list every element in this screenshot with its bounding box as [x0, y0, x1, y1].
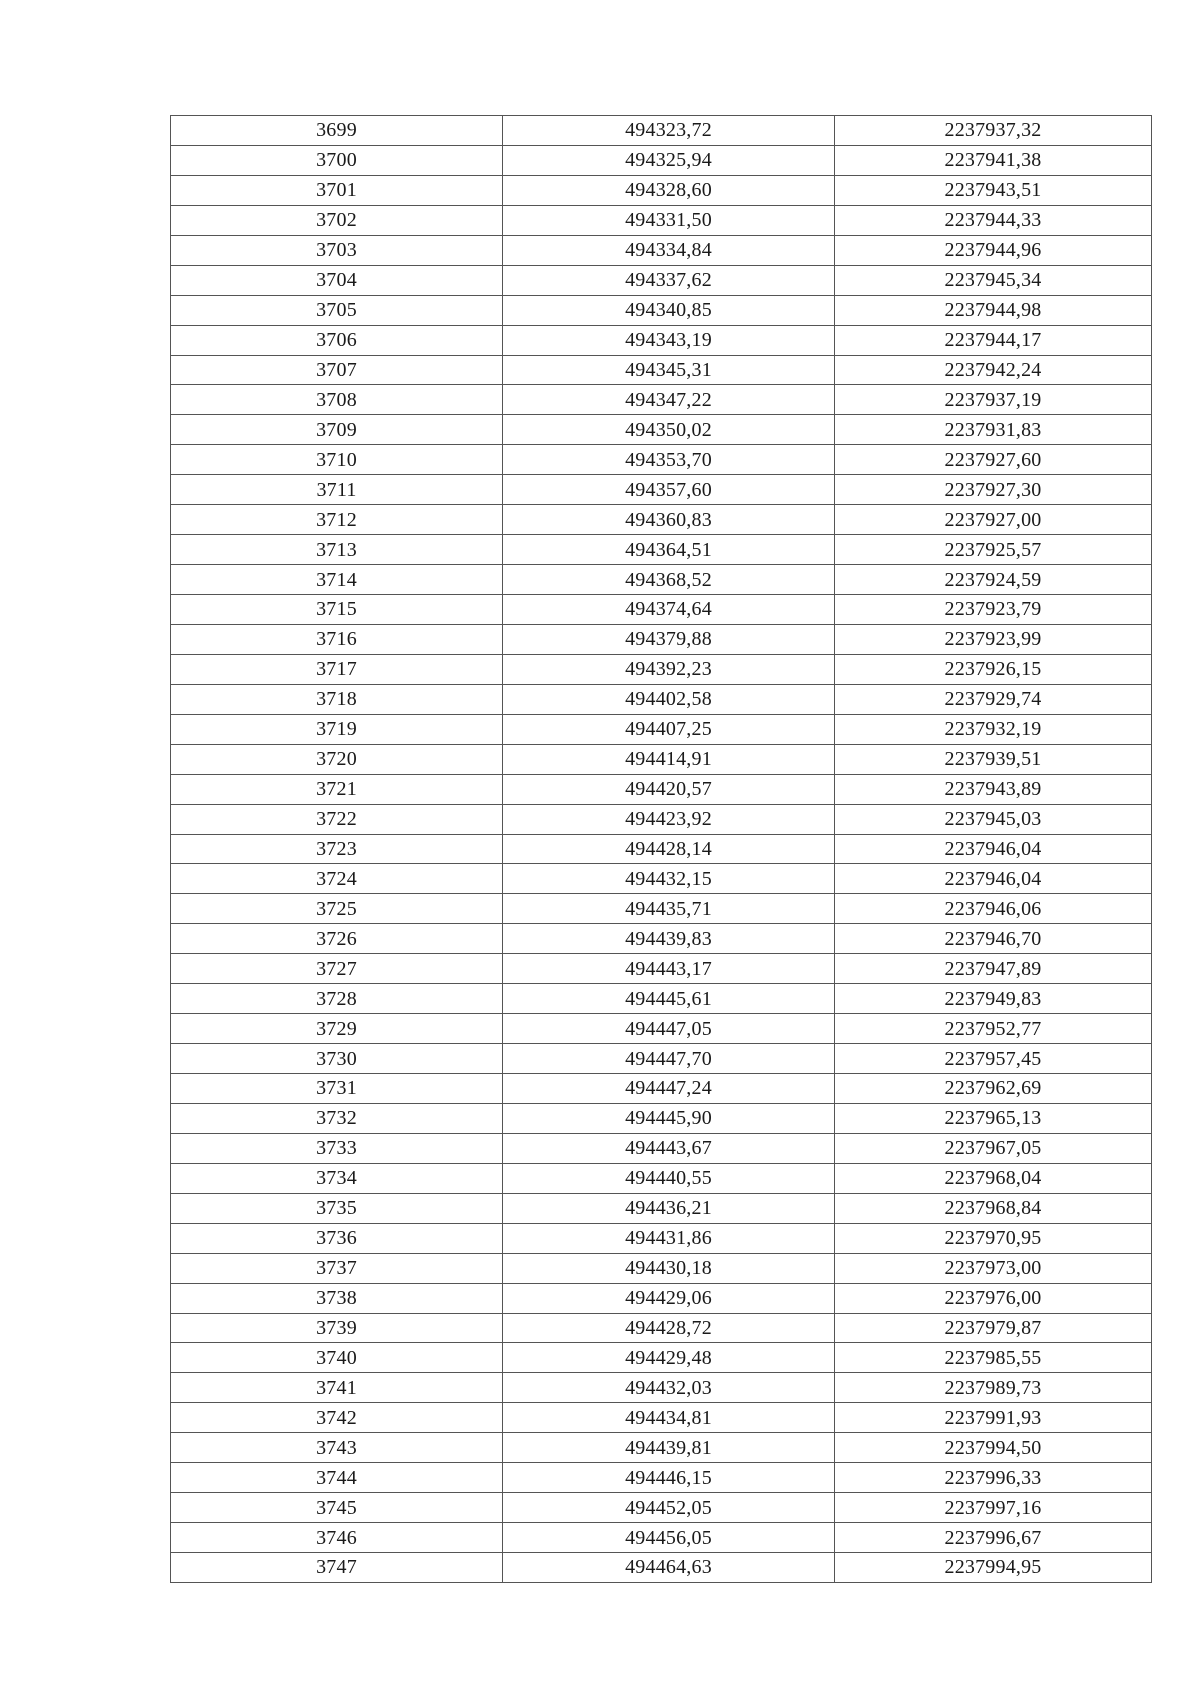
y-coordinate-cell: 2237957,45: [835, 1044, 1152, 1074]
table-row: [171, 1373, 1152, 1403]
x-coordinate-cell: 494431,86: [503, 1223, 835, 1253]
y-coordinate-cell: 2237989,73: [835, 1373, 1152, 1403]
y-coordinate-cell: 2237985,55: [835, 1343, 1152, 1373]
point-number-cell: 3711: [171, 475, 503, 505]
y-coordinate-cell: 2237962,69: [835, 1074, 1152, 1104]
point-number-cell: 3734: [171, 1163, 503, 1193]
table-row: [171, 475, 1152, 505]
x-coordinate-cell: 494445,90: [503, 1103, 835, 1133]
y-coordinate-cell: 2237937,32: [835, 116, 1152, 146]
x-coordinate-cell: 494443,17: [503, 954, 835, 984]
table-row: [171, 595, 1152, 625]
point-number-cell: 3719: [171, 714, 503, 744]
point-number-cell: 3721: [171, 774, 503, 804]
table-row: [171, 1223, 1152, 1253]
y-coordinate-cell: 2237937,19: [835, 385, 1152, 415]
point-number-cell: 3714: [171, 565, 503, 595]
point-number-cell: 3708: [171, 385, 503, 415]
point-number-cell: 3730: [171, 1044, 503, 1074]
point-number-cell: 3740: [171, 1343, 503, 1373]
point-number-cell: 3741: [171, 1373, 503, 1403]
point-number-cell: 3732: [171, 1103, 503, 1133]
y-coordinate-cell: 2237996,67: [835, 1523, 1152, 1553]
x-coordinate-cell: 494407,25: [503, 714, 835, 744]
y-coordinate-cell: 2237968,84: [835, 1193, 1152, 1223]
x-coordinate-cell: 494368,52: [503, 565, 835, 595]
point-number-cell: 3716: [171, 624, 503, 654]
point-number-cell: 3709: [171, 415, 503, 445]
point-number-cell: 3710: [171, 445, 503, 475]
table-row: [171, 1553, 1152, 1583]
table-row: [171, 1193, 1152, 1223]
x-coordinate-cell: 494428,14: [503, 834, 835, 864]
table-row: [171, 1313, 1152, 1343]
y-coordinate-cell: 2237945,34: [835, 265, 1152, 295]
point-number-cell: 3701: [171, 175, 503, 205]
y-coordinate-cell: 2237944,33: [835, 205, 1152, 235]
table-row: [171, 1283, 1152, 1313]
y-coordinate-cell: 2237946,70: [835, 924, 1152, 954]
point-number-cell: 3715: [171, 595, 503, 625]
y-coordinate-cell: 2237942,24: [835, 355, 1152, 385]
x-coordinate-cell: 494323,72: [503, 116, 835, 146]
y-coordinate-cell: 2237996,33: [835, 1463, 1152, 1493]
table-row: [171, 145, 1152, 175]
x-coordinate-cell: 494446,15: [503, 1463, 835, 1493]
table-row: [171, 415, 1152, 445]
point-number-cell: 3718: [171, 684, 503, 714]
point-number-cell: 3737: [171, 1253, 503, 1283]
point-number-cell: 3723: [171, 834, 503, 864]
y-coordinate-cell: 2237926,15: [835, 654, 1152, 684]
y-coordinate-cell: 2237932,19: [835, 714, 1152, 744]
x-coordinate-cell: 494439,81: [503, 1433, 835, 1463]
y-coordinate-cell: 2237925,57: [835, 535, 1152, 565]
point-number-cell: 3731: [171, 1074, 503, 1104]
x-coordinate-cell: 494360,83: [503, 505, 835, 535]
point-number-cell: 3736: [171, 1223, 503, 1253]
x-coordinate-cell: 494443,67: [503, 1133, 835, 1163]
x-coordinate-cell: 494429,48: [503, 1343, 835, 1373]
x-coordinate-cell: 494447,05: [503, 1014, 835, 1044]
y-coordinate-cell: 2237973,00: [835, 1253, 1152, 1283]
table-row: [171, 116, 1152, 146]
coordinates-table: [170, 115, 1152, 1583]
point-number-cell: 3733: [171, 1133, 503, 1163]
point-number-cell: 3705: [171, 295, 503, 325]
y-coordinate-cell: 2237931,83: [835, 415, 1152, 445]
table-row: [171, 1343, 1152, 1373]
x-coordinate-cell: 494452,05: [503, 1493, 835, 1523]
x-coordinate-cell: 494432,03: [503, 1373, 835, 1403]
point-number-cell: 3746: [171, 1523, 503, 1553]
y-coordinate-cell: 2237944,17: [835, 325, 1152, 355]
x-coordinate-cell: 494434,81: [503, 1403, 835, 1433]
table-row: [171, 1014, 1152, 1044]
point-number-cell: 3743: [171, 1433, 503, 1463]
table-row: [171, 385, 1152, 415]
table-row: [171, 235, 1152, 265]
table-row: [171, 1463, 1152, 1493]
x-coordinate-cell: 494331,50: [503, 205, 835, 235]
point-number-cell: 3742: [171, 1403, 503, 1433]
table-row: [171, 1253, 1152, 1283]
table-row: [171, 565, 1152, 595]
point-number-cell: 3729: [171, 1014, 503, 1044]
x-coordinate-cell: 494440,55: [503, 1163, 835, 1193]
table-row: [171, 834, 1152, 864]
table-row: [171, 1433, 1152, 1463]
x-coordinate-cell: 494445,61: [503, 984, 835, 1014]
table-row: [171, 1044, 1152, 1074]
x-coordinate-cell: 494347,22: [503, 385, 835, 415]
point-number-cell: 3704: [171, 265, 503, 295]
point-number-cell: 3706: [171, 325, 503, 355]
y-coordinate-cell: 2237946,06: [835, 894, 1152, 924]
y-coordinate-cell: 2237965,13: [835, 1103, 1152, 1133]
table-row: [171, 1523, 1152, 1553]
y-coordinate-cell: 2237927,00: [835, 505, 1152, 535]
y-coordinate-cell: 2237944,96: [835, 235, 1152, 265]
x-coordinate-cell: 494435,71: [503, 894, 835, 924]
x-coordinate-cell: 494337,62: [503, 265, 835, 295]
table-row: [171, 774, 1152, 804]
table-row: [171, 864, 1152, 894]
point-number-cell: 3722: [171, 804, 503, 834]
point-number-cell: 3703: [171, 235, 503, 265]
x-coordinate-cell: 494420,57: [503, 774, 835, 804]
x-coordinate-cell: 494350,02: [503, 415, 835, 445]
y-coordinate-cell: 2237952,77: [835, 1014, 1152, 1044]
table-row: [171, 295, 1152, 325]
point-number-cell: 3727: [171, 954, 503, 984]
y-coordinate-cell: 2237997,16: [835, 1493, 1152, 1523]
y-coordinate-cell: 2237939,51: [835, 744, 1152, 774]
y-coordinate-cell: 2237923,79: [835, 595, 1152, 625]
y-coordinate-cell: 2237991,93: [835, 1403, 1152, 1433]
x-coordinate-cell: 494364,51: [503, 535, 835, 565]
x-coordinate-cell: 494334,84: [503, 235, 835, 265]
table-row: [171, 175, 1152, 205]
x-coordinate-cell: 494464,63: [503, 1553, 835, 1583]
table-row: [171, 205, 1152, 235]
table-row: [171, 265, 1152, 295]
x-coordinate-cell: 494423,92: [503, 804, 835, 834]
y-coordinate-cell: 2237923,99: [835, 624, 1152, 654]
point-number-cell: 3726: [171, 924, 503, 954]
table-row: [171, 355, 1152, 385]
point-number-cell: 3738: [171, 1283, 503, 1313]
y-coordinate-cell: 2237979,87: [835, 1313, 1152, 1343]
point-number-cell: 3735: [171, 1193, 503, 1223]
x-coordinate-cell: 494345,31: [503, 355, 835, 385]
point-number-cell: 3747: [171, 1553, 503, 1583]
table-row: [171, 714, 1152, 744]
point-number-cell: 3724: [171, 864, 503, 894]
x-coordinate-cell: 494353,70: [503, 445, 835, 475]
y-coordinate-cell: 2237947,89: [835, 954, 1152, 984]
table-row: [171, 924, 1152, 954]
x-coordinate-cell: 494447,70: [503, 1044, 835, 1074]
table-row: [171, 624, 1152, 654]
y-coordinate-cell: 2237945,03: [835, 804, 1152, 834]
table-row: [171, 1163, 1152, 1193]
y-coordinate-cell: 2237944,98: [835, 295, 1152, 325]
point-number-cell: 3739: [171, 1313, 503, 1343]
point-number-cell: 3700: [171, 145, 503, 175]
y-coordinate-cell: 2237946,04: [835, 864, 1152, 894]
x-coordinate-cell: 494374,64: [503, 595, 835, 625]
table-row: [171, 1133, 1152, 1163]
table-row: [171, 894, 1152, 924]
x-coordinate-cell: 494325,94: [503, 145, 835, 175]
point-number-cell: 3712: [171, 505, 503, 535]
table-row: [171, 505, 1152, 535]
x-coordinate-cell: 494429,06: [503, 1283, 835, 1313]
y-coordinate-cell: 2237968,04: [835, 1163, 1152, 1193]
coordinates-table-body: [171, 116, 1152, 1583]
x-coordinate-cell: 494392,23: [503, 654, 835, 684]
table-row: [171, 1074, 1152, 1104]
point-number-cell: 3702: [171, 205, 503, 235]
x-coordinate-cell: 494428,72: [503, 1313, 835, 1343]
y-coordinate-cell: 2237994,50: [835, 1433, 1152, 1463]
table-row: [171, 1403, 1152, 1433]
table-row: [171, 684, 1152, 714]
x-coordinate-cell: 494436,21: [503, 1193, 835, 1223]
y-coordinate-cell: 2237941,38: [835, 145, 1152, 175]
table-row: [171, 984, 1152, 1014]
point-number-cell: 3745: [171, 1493, 503, 1523]
x-coordinate-cell: 494340,85: [503, 295, 835, 325]
x-coordinate-cell: 494328,60: [503, 175, 835, 205]
y-coordinate-cell: 2237970,95: [835, 1223, 1152, 1253]
y-coordinate-cell: 2237976,00: [835, 1283, 1152, 1313]
table-row: [171, 954, 1152, 984]
point-number-cell: 3717: [171, 654, 503, 684]
table-row: [171, 445, 1152, 475]
point-number-cell: 3699: [171, 116, 503, 146]
point-number-cell: 3728: [171, 984, 503, 1014]
table-row: [171, 325, 1152, 355]
y-coordinate-cell: 2237994,95: [835, 1553, 1152, 1583]
x-coordinate-cell: 494414,91: [503, 744, 835, 774]
point-number-cell: 3725: [171, 894, 503, 924]
x-coordinate-cell: 494343,19: [503, 325, 835, 355]
point-number-cell: 3713: [171, 535, 503, 565]
x-coordinate-cell: 494456,05: [503, 1523, 835, 1553]
x-coordinate-cell: 494432,15: [503, 864, 835, 894]
y-coordinate-cell: 2237949,83: [835, 984, 1152, 1014]
y-coordinate-cell: 2237946,04: [835, 834, 1152, 864]
point-number-cell: 3744: [171, 1463, 503, 1493]
table-row: [171, 1493, 1152, 1523]
table-row: [171, 535, 1152, 565]
x-coordinate-cell: 494430,18: [503, 1253, 835, 1283]
y-coordinate-cell: 2237927,60: [835, 445, 1152, 475]
x-coordinate-cell: 494379,88: [503, 624, 835, 654]
table-row: [171, 1103, 1152, 1133]
y-coordinate-cell: 2237927,30: [835, 475, 1152, 505]
y-coordinate-cell: 2237943,89: [835, 774, 1152, 804]
x-coordinate-cell: 494447,24: [503, 1074, 835, 1104]
point-number-cell: 3707: [171, 355, 503, 385]
table-row: [171, 804, 1152, 834]
x-coordinate-cell: 494439,83: [503, 924, 835, 954]
y-coordinate-cell: 2237967,05: [835, 1133, 1152, 1163]
x-coordinate-cell: 494402,58: [503, 684, 835, 714]
y-coordinate-cell: 2237943,51: [835, 175, 1152, 205]
table-row: [171, 654, 1152, 684]
table-row: [171, 744, 1152, 774]
x-coordinate-cell: 494357,60: [503, 475, 835, 505]
y-coordinate-cell: 2237929,74: [835, 684, 1152, 714]
point-number-cell: 3720: [171, 744, 503, 774]
y-coordinate-cell: 2237924,59: [835, 565, 1152, 595]
